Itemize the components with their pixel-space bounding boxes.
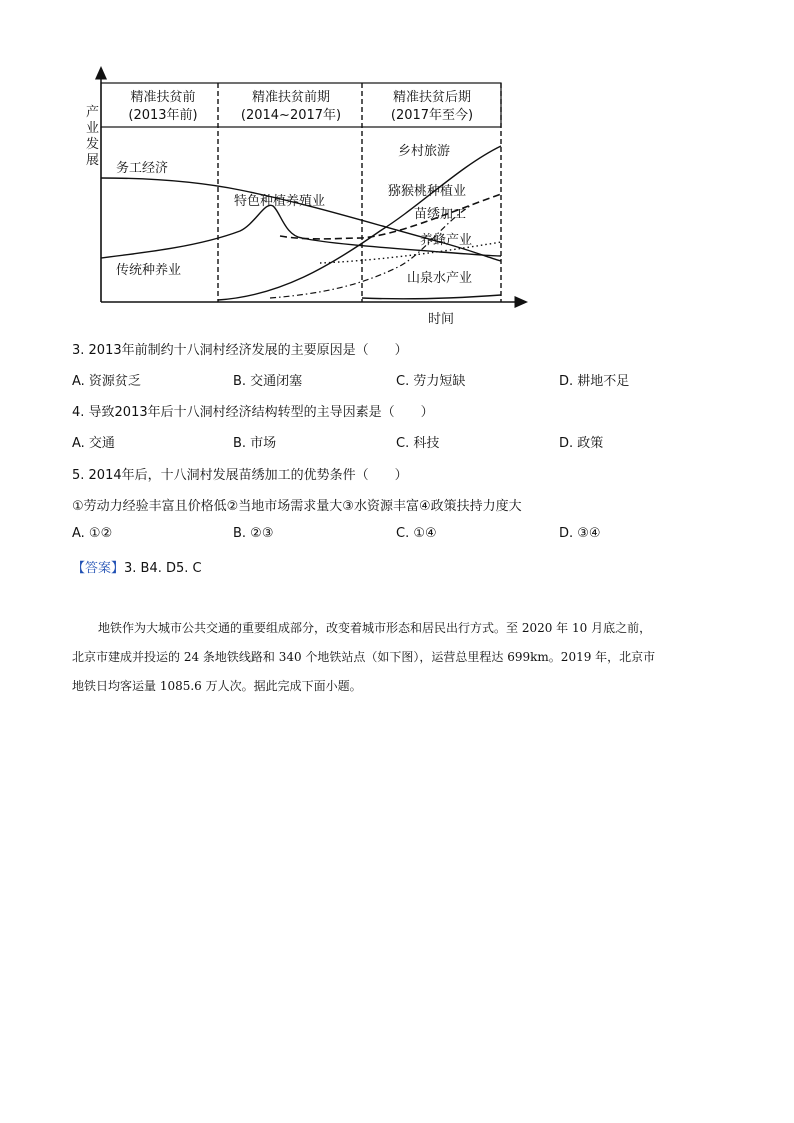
y-axis-label-3: 发	[86, 137, 100, 152]
q3-option-a: A. 资源贫乏	[72, 374, 141, 389]
q5-option-c: C. ①④	[396, 526, 437, 541]
answer-line	[72, 557, 202, 576]
label-embroidery: 苗绣加工	[414, 207, 467, 222]
y-axis-label-4: 展	[86, 153, 100, 168]
q3-option-d: D. 耕地不足	[559, 374, 630, 389]
period-2-range: (2014~2017年)	[240, 108, 342, 123]
question-5-conditions: ①劳动力经验丰富且价格低②当地市场需求量大③水资源丰富④政策扶持力度大	[72, 499, 522, 514]
q5-option-b: B. ②③	[233, 526, 274, 541]
period-1-name: 精准扶贫前	[130, 90, 196, 105]
q4-option-a: A. 交通	[72, 436, 115, 451]
y-axis-label-2: 业	[86, 121, 100, 136]
q4-option-b: B. 市场	[233, 436, 277, 451]
label-specialty: 特色种植养殖业	[234, 194, 326, 209]
y-axis-label-1: 产	[86, 105, 100, 120]
passage-line-2: 北京市建成并投运的 24 条地铁线路和 340 个地铁站点（如下图），运营总里程达 699km。2019 年，北京市	[72, 650, 656, 664]
q5-option-a: A. ①②	[72, 526, 113, 541]
label-bee: 养蜂产业	[420, 233, 473, 248]
passage-line-3: 地铁日均客运量 1085.6 万人次。据此完成下面小题。	[72, 679, 362, 693]
label-labor: 务工经济	[116, 161, 169, 176]
question-5-stem: 5. 2014年后，十八洞村发展苗绣加工的优势条件（ ）	[72, 468, 408, 483]
q4-option-d: D. 政策	[559, 436, 604, 451]
label-kiwi: 猕猴桃种植业	[388, 184, 467, 199]
answer-text: 3. B4. D5. C	[124, 561, 202, 576]
label-tourism: 乡村旅游	[398, 144, 451, 159]
industry-chart	[80, 66, 530, 328]
question-4-stem: 4. 导致2013年后十八洞村经济结构转型的主导因素是（ ）	[72, 405, 434, 420]
industry-development-figure	[80, 66, 530, 328]
q4-option-c: C. 科技	[396, 436, 440, 451]
x-axis-label: 时间	[428, 312, 455, 327]
period-1-range: (2013年前)	[128, 108, 198, 123]
passage	[72, 614, 732, 701]
period-3-name: 精准扶贫后期	[392, 90, 472, 105]
curve-water	[362, 295, 501, 299]
q3-option-c: C. 劳力短缺	[396, 374, 466, 389]
passage-line-1: 地铁作为大城市公共交通的重要组成部分，改变着城市形态和居民出行方式。至 2020 年 10 月底之前，	[98, 621, 652, 635]
q5-option-d: D. ③④	[559, 526, 601, 541]
period-2-name: 精准扶贫前期	[251, 90, 331, 105]
label-water: 山泉水产业	[407, 271, 473, 286]
period-3-range: (2017年至今)	[390, 108, 474, 123]
q3-option-b: B. 交通闭塞	[233, 374, 303, 389]
question-3-stem: 3. 2013年前制约十八洞村经济发展的主要原因是（ ）	[72, 343, 408, 358]
label-traditional: 传统种养业	[116, 263, 182, 278]
answer-tag: 【答案】	[72, 561, 125, 576]
